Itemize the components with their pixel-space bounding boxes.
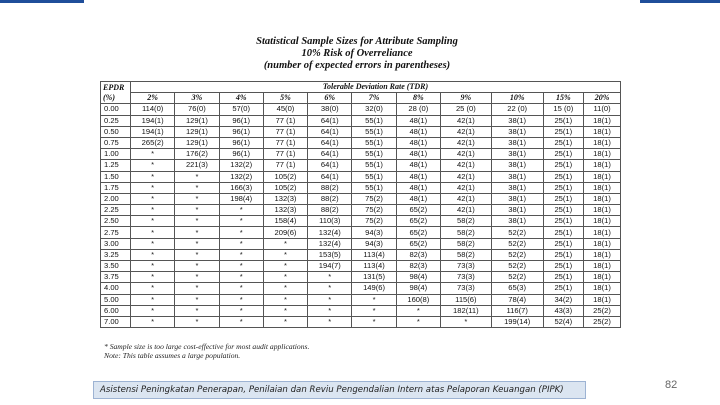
sample-size-cell: 25 (0) — [440, 104, 491, 115]
sample-size-cell: 98(4) — [396, 283, 440, 294]
sample-size-cell: 15 (0) — [543, 104, 584, 115]
sample-size-cell: 25(1) — [543, 160, 584, 171]
sample-size-cell: 18(1) — [584, 182, 621, 193]
sample-size-cell: 38(1) — [491, 182, 543, 193]
sample-size-cell: * — [219, 316, 263, 327]
epdr-unit: (%) — [103, 92, 115, 102]
sample-size-cell: 132(2) — [219, 160, 263, 171]
table-header-row-2 — [101, 93, 621, 104]
sample-size-cell: 42(1) — [440, 205, 491, 216]
table-row — [101, 283, 621, 294]
sample-size-cell: 176(2) — [175, 149, 219, 160]
sample-size-cell: 129(1) — [175, 137, 219, 148]
epdr-cell: 4.00 — [101, 283, 131, 294]
sample-size-cell: 58(2) — [440, 216, 491, 227]
sample-size-cell: 18(1) — [584, 216, 621, 227]
sample-size-cell: 132(3) — [263, 205, 307, 216]
table-row — [101, 182, 621, 193]
sample-size-cell: 38(1) — [491, 115, 543, 126]
sample-size-cell: 58(2) — [440, 249, 491, 260]
epdr-header — [101, 82, 131, 104]
table-row — [101, 126, 621, 137]
sample-size-cell: 116(7) — [491, 305, 543, 316]
sample-size-cell: * — [219, 205, 263, 216]
top-accent-bar-right — [640, 0, 720, 3]
sample-size-cell: * — [308, 283, 352, 294]
sample-size-cell: * — [175, 249, 219, 260]
sample-size-cell: 77 (1) — [263, 160, 307, 171]
sample-size-cell: * — [131, 316, 175, 327]
sample-size-cell: 34(2) — [543, 294, 584, 305]
sample-size-cell: 182(11) — [440, 305, 491, 316]
epdr-cell: 2.50 — [101, 216, 131, 227]
sample-size-cell: 18(1) — [584, 115, 621, 126]
sample-size-cell: 25(1) — [543, 171, 584, 182]
sample-size-cell: 52(2) — [491, 249, 543, 260]
sample-size-cell: 25(1) — [543, 193, 584, 204]
sample-size-cell: 105(2) — [263, 171, 307, 182]
sample-size-cell: * — [308, 272, 352, 283]
sample-size-cell: 25(1) — [543, 272, 584, 283]
sample-size-cell: 64(1) — [308, 115, 352, 126]
sample-size-cell: * — [131, 182, 175, 193]
sample-size-cell: 38(1) — [491, 160, 543, 171]
sample-size-cell: * — [263, 294, 307, 305]
sample-size-cell: * — [263, 305, 307, 316]
sample-size-cell: 149(6) — [352, 283, 396, 294]
sample-size-cell: * — [131, 227, 175, 238]
sample-size-cell: * — [219, 272, 263, 283]
sample-size-cell: 221(3) — [175, 160, 219, 171]
column-header: 2% — [131, 93, 175, 104]
sample-size-cell: 42(1) — [440, 182, 491, 193]
table-title — [92, 36, 622, 72]
column-header: 7% — [352, 93, 396, 104]
sample-size-cell: 42(1) — [440, 126, 491, 137]
sample-size-cell: 65(2) — [396, 238, 440, 249]
sample-size-cell: 11(0) — [584, 104, 621, 115]
sample-size-cell: 129(1) — [175, 126, 219, 137]
sample-size-cell: 42(1) — [440, 193, 491, 204]
title-line-3: (number of expected errors in parentheses) — [263, 60, 451, 71]
sample-size-cell: 58(2) — [440, 238, 491, 249]
sample-size-cell: 38(1) — [491, 216, 543, 227]
sample-size-cell: 113(4) — [352, 261, 396, 272]
sample-size-cell: 25(2) — [584, 316, 621, 327]
table-row — [101, 316, 621, 327]
table-row — [101, 227, 621, 238]
sample-size-cell: 76(0) — [175, 104, 219, 115]
sample-size-cell: 25(1) — [543, 261, 584, 272]
sample-size-cell: * — [131, 305, 175, 316]
sample-size-cell: 25(1) — [543, 205, 584, 216]
sample-size-cell: 166(3) — [219, 182, 263, 193]
sample-size-cell: 38(1) — [491, 137, 543, 148]
table-row — [101, 193, 621, 204]
sample-size-cell: 42(1) — [440, 115, 491, 126]
table-body — [101, 104, 621, 328]
sample-size-cell: * — [352, 316, 396, 327]
sample-size-cell: * — [175, 182, 219, 193]
sample-size-cell: 132(3) — [263, 193, 307, 204]
sample-size-cell: 209(6) — [263, 227, 307, 238]
epdr-cell: 1.25 — [101, 160, 131, 171]
sample-size-cell: 88(2) — [308, 205, 352, 216]
sample-size-cell: * — [308, 316, 352, 327]
sample-size-cell: * — [352, 294, 396, 305]
sample-size-cell: 75(2) — [352, 216, 396, 227]
epdr-cell: 6.00 — [101, 305, 131, 316]
sample-size-cell: 25(1) — [543, 249, 584, 260]
sample-size-cell: * — [308, 294, 352, 305]
sample-size-cell: 132(4) — [308, 227, 352, 238]
column-header: 20% — [584, 93, 621, 104]
sample-size-cell: 78(4) — [491, 294, 543, 305]
title-line-1: Statistical Sample Sizes for Attribute Sampling — [256, 36, 458, 47]
sample-size-cell: * — [175, 171, 219, 182]
sample-size-cell: 158(4) — [263, 216, 307, 227]
sample-size-cell: * — [175, 316, 219, 327]
sample-size-cell: 73(3) — [440, 272, 491, 283]
sample-size-cell: 75(2) — [352, 193, 396, 204]
column-header: 4% — [219, 93, 263, 104]
sample-size-cell: 25(1) — [543, 182, 584, 193]
sample-size-cell: * — [396, 305, 440, 316]
sample-size-cell: * — [175, 272, 219, 283]
sample-size-cell: 48(1) — [396, 149, 440, 160]
sample-size-cell: 96(1) — [219, 126, 263, 137]
column-header: 3% — [175, 93, 219, 104]
sample-size-cell: 110(3) — [308, 216, 352, 227]
sample-size-cell: 45(0) — [263, 104, 307, 115]
page-number: 82 — [665, 379, 678, 391]
sample-size-cell: 73(3) — [440, 261, 491, 272]
epdr-cell: 0.50 — [101, 126, 131, 137]
sample-size-cell: * — [131, 216, 175, 227]
column-header: 5% — [263, 93, 307, 104]
table-header-row-1 — [101, 82, 621, 93]
column-header: 10% — [491, 93, 543, 104]
sample-size-cell: * — [263, 283, 307, 294]
sample-size-cell: 18(1) — [584, 193, 621, 204]
epdr-cell: 0.00 — [101, 104, 131, 115]
table-row — [101, 137, 621, 148]
sample-size-cell: * — [131, 294, 175, 305]
sample-size-cell: * — [131, 261, 175, 272]
sample-size-cell: 18(1) — [584, 149, 621, 160]
epdr-cell: 3.75 — [101, 272, 131, 283]
sample-size-cell: * — [175, 227, 219, 238]
sample-size-cell: 42(1) — [440, 137, 491, 148]
sample-size-cell: * — [175, 205, 219, 216]
sample-size-cell: * — [219, 238, 263, 249]
sample-size-cell: 42(1) — [440, 149, 491, 160]
sample-size-cell: 55(1) — [352, 182, 396, 193]
sample-size-cell: 48(1) — [396, 115, 440, 126]
sample-size-cell: * — [131, 249, 175, 260]
sample-size-cell: 52(2) — [491, 238, 543, 249]
sample-size-cell: 25(1) — [543, 227, 584, 238]
sample-size-cell: * — [219, 216, 263, 227]
sample-size-cell: 25(1) — [543, 149, 584, 160]
sample-size-cell: 129(1) — [175, 115, 219, 126]
sample-size-cell: 18(1) — [584, 238, 621, 249]
sample-size-cell: 55(1) — [352, 171, 396, 182]
epdr-cell: 2.75 — [101, 227, 131, 238]
sample-size-cell: 82(3) — [396, 249, 440, 260]
sample-size-cell: 38(1) — [491, 205, 543, 216]
sample-size-cell: * — [263, 272, 307, 283]
sample-size-cell: 132(4) — [308, 238, 352, 249]
sample-size-cell: 58(2) — [440, 227, 491, 238]
sample-size-cell: 115(6) — [440, 294, 491, 305]
title-line-2: 10% Risk of Overreliance — [301, 48, 413, 59]
sample-size-cell: * — [219, 249, 263, 260]
sample-size-cell: 18(1) — [584, 160, 621, 171]
table-row — [101, 216, 621, 227]
sample-size-cell: * — [219, 283, 263, 294]
table-row — [101, 249, 621, 260]
sample-size-cell: * — [308, 305, 352, 316]
table-row — [101, 238, 621, 249]
sample-size-cell: 64(1) — [308, 149, 352, 160]
sample-size-cell: 38(0) — [308, 104, 352, 115]
sample-size-cell: 77 (1) — [263, 115, 307, 126]
sample-size-cell: 38(1) — [491, 149, 543, 160]
note-asterisk: * Sample size is too large cost-effective for most audit applications. — [104, 342, 310, 351]
sample-size-cell: * — [263, 316, 307, 327]
sample-size-cell: 18(1) — [584, 227, 621, 238]
column-header: 15% — [543, 93, 584, 104]
epdr-cell: 3.50 — [101, 261, 131, 272]
sample-size-cell: 55(1) — [352, 160, 396, 171]
table-row — [101, 115, 621, 126]
sample-size-cell: * — [219, 261, 263, 272]
sample-size-cell: 77 (1) — [263, 149, 307, 160]
sample-size-cell: * — [175, 261, 219, 272]
epdr-cell: 2.00 — [101, 193, 131, 204]
sample-size-cell: 52(2) — [491, 261, 543, 272]
sample-size-cell: * — [175, 294, 219, 305]
sample-size-cell: 64(1) — [308, 171, 352, 182]
sample-size-cell: 55(1) — [352, 149, 396, 160]
tdr-header: Tolerable Deviation Rate (TDR) — [131, 82, 621, 93]
sample-size-cell: * — [219, 305, 263, 316]
sample-size-cell: 265(2) — [131, 137, 175, 148]
sample-size-cell: 105(2) — [263, 182, 307, 193]
sample-size-cell: 96(1) — [219, 115, 263, 126]
epdr-cell: 2.25 — [101, 205, 131, 216]
table-row — [101, 305, 621, 316]
sample-size-cell: 18(1) — [584, 261, 621, 272]
sample-size-cell: 22 (0) — [491, 104, 543, 115]
sample-size-cell: 52(2) — [491, 272, 543, 283]
sample-size-cell: 153(5) — [308, 249, 352, 260]
table-row — [101, 205, 621, 216]
epdr-cell: 5.00 — [101, 294, 131, 305]
sample-size-cell: 64(1) — [308, 160, 352, 171]
sample-size-cell: 38(1) — [491, 171, 543, 182]
sample-size-cell: 88(2) — [308, 193, 352, 204]
sample-size-cell: 52(2) — [491, 227, 543, 238]
sample-size-cell: 160(8) — [396, 294, 440, 305]
sample-size-cell: 55(1) — [352, 115, 396, 126]
sample-size-cell: 65(2) — [396, 205, 440, 216]
sample-size-cell: 48(1) — [396, 160, 440, 171]
sample-size-cell: 18(1) — [584, 272, 621, 283]
sample-size-cell: * — [131, 160, 175, 171]
sample-size-cell: 96(1) — [219, 149, 263, 160]
sample-size-cell: 131(5) — [352, 272, 396, 283]
sample-size-cell: 77 (1) — [263, 126, 307, 137]
sample-size-cell: 55(1) — [352, 137, 396, 148]
sample-size-table — [100, 81, 621, 328]
sample-size-cell: * — [175, 238, 219, 249]
sample-size-cell: 194(1) — [131, 126, 175, 137]
sample-size-cell: 94(3) — [352, 238, 396, 249]
sample-size-cell: * — [175, 305, 219, 316]
sample-size-cell: 28 (0) — [396, 104, 440, 115]
sample-size-cell: 18(1) — [584, 137, 621, 148]
sample-size-cell: 43(3) — [543, 305, 584, 316]
table-row — [101, 294, 621, 305]
sample-size-cell: 25(1) — [543, 115, 584, 126]
sample-size-cell: 77 (1) — [263, 137, 307, 148]
sample-size-cell: * — [440, 316, 491, 327]
sample-size-cell: * — [131, 205, 175, 216]
table-row — [101, 261, 621, 272]
sample-size-cell: 18(1) — [584, 294, 621, 305]
sample-size-cell: 18(1) — [584, 205, 621, 216]
sample-size-cell: 48(1) — [396, 182, 440, 193]
sample-size-cell: 98(4) — [396, 272, 440, 283]
note-population: Note: This table assumes a large population. — [104, 351, 241, 360]
sample-size-cell: 94(3) — [352, 227, 396, 238]
sample-size-cell: 82(3) — [396, 261, 440, 272]
column-header: 8% — [396, 93, 440, 104]
sample-size-cell: 42(1) — [440, 171, 491, 182]
sample-size-cell: * — [175, 216, 219, 227]
table-row — [101, 104, 621, 115]
sample-size-cell: 38(1) — [491, 126, 543, 137]
sample-size-cell: * — [219, 227, 263, 238]
sample-size-cell: * — [175, 283, 219, 294]
sample-size-cell: 25(1) — [543, 283, 584, 294]
sample-size-cell: 52(4) — [543, 316, 584, 327]
sample-size-cell: 48(1) — [396, 171, 440, 182]
footer-text: Asistensi Peningkatan Penerapan, Penilaian dan Reviu Pengendalian Intern atas Pelaporan Keuangan (PIPK) — [100, 385, 564, 395]
table-row — [101, 160, 621, 171]
table-notes — [104, 342, 309, 360]
sample-size-cell: 25(1) — [543, 216, 584, 227]
sample-size-cell: 25(1) — [543, 126, 584, 137]
epdr-label: EPDR — [103, 82, 125, 92]
sample-size-cell: * — [396, 316, 440, 327]
sample-size-cell: 25(2) — [584, 305, 621, 316]
table-row — [101, 149, 621, 160]
sample-size-cell: * — [131, 149, 175, 160]
epdr-cell: 1.00 — [101, 149, 131, 160]
sample-size-cell: * — [352, 305, 396, 316]
sample-size-cell: 65(2) — [396, 227, 440, 238]
top-accent-bar-left — [0, 0, 84, 3]
sample-size-cell: 88(2) — [308, 182, 352, 193]
sample-size-cell: 199(14) — [491, 316, 543, 327]
sample-size-cell: 18(1) — [584, 171, 621, 182]
sample-size-cell: 18(1) — [584, 249, 621, 260]
sample-size-cell: * — [263, 238, 307, 249]
table-row — [101, 272, 621, 283]
sample-size-cell: 18(1) — [584, 126, 621, 137]
sample-size-cell: 25(1) — [543, 137, 584, 148]
sample-size-cell: * — [219, 294, 263, 305]
epdr-cell: 3.25 — [101, 249, 131, 260]
sample-size-cell: 75(2) — [352, 205, 396, 216]
sample-size-cell: 132(2) — [219, 171, 263, 182]
footer-bar — [93, 381, 586, 399]
sample-size-cell: 25(1) — [543, 238, 584, 249]
sample-size-cell: 65(2) — [396, 216, 440, 227]
sample-size-cell: * — [131, 193, 175, 204]
table-row — [101, 171, 621, 182]
sample-size-cell: 194(1) — [131, 115, 175, 126]
sample-size-cell: * — [131, 272, 175, 283]
epdr-cell: 0.25 — [101, 115, 131, 126]
sample-size-cell: * — [131, 238, 175, 249]
sample-size-cell: * — [131, 283, 175, 294]
sample-size-cell: 42(1) — [440, 160, 491, 171]
sample-size-cell: 32(0) — [352, 104, 396, 115]
sample-size-cell: 48(1) — [396, 126, 440, 137]
column-header: 6% — [308, 93, 352, 104]
sample-size-cell: 73(3) — [440, 283, 491, 294]
sample-size-cell: 55(1) — [352, 126, 396, 137]
sample-size-cell: 48(1) — [396, 193, 440, 204]
sample-size-cell: 113(4) — [352, 249, 396, 260]
epdr-cell: 1.50 — [101, 171, 131, 182]
sample-size-cell: 64(1) — [308, 137, 352, 148]
epdr-cell: 1.75 — [101, 182, 131, 193]
sample-size-cell: 198(4) — [219, 193, 263, 204]
sample-size-cell: 48(1) — [396, 137, 440, 148]
sample-size-cell: 57(0) — [219, 104, 263, 115]
sample-size-cell: 38(1) — [491, 193, 543, 204]
sample-size-cell: 114(0) — [131, 104, 175, 115]
column-header: 9% — [440, 93, 491, 104]
sample-size-cell: * — [263, 249, 307, 260]
sample-size-cell: 64(1) — [308, 126, 352, 137]
sample-size-cell: 65(3) — [491, 283, 543, 294]
epdr-cell: 3.00 — [101, 238, 131, 249]
sample-size-cell: 96(1) — [219, 137, 263, 148]
sample-size-cell: * — [131, 171, 175, 182]
sample-size-cell: 194(7) — [308, 261, 352, 272]
epdr-cell: 7.00 — [101, 316, 131, 327]
sample-size-cell: * — [263, 261, 307, 272]
sample-size-cell: * — [175, 193, 219, 204]
epdr-cell: 0.75 — [101, 137, 131, 148]
sample-size-cell: 18(1) — [584, 283, 621, 294]
